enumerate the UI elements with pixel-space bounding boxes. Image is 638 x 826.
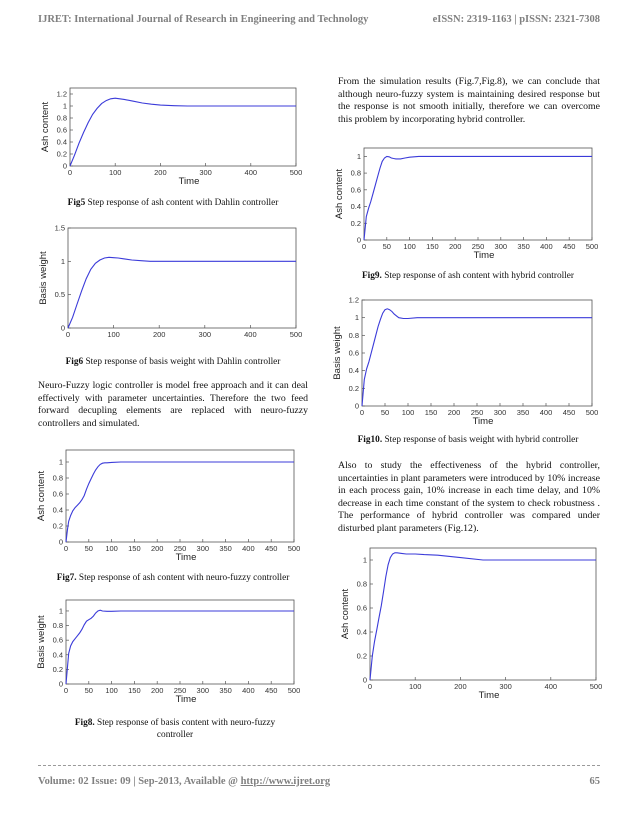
fig9-axes bbox=[334, 148, 598, 261]
fig6-ylabel: Basis weight bbox=[38, 251, 49, 305]
fig10-ytick-label: 0.6 bbox=[348, 348, 359, 358]
fig10-xtick-label: 400 bbox=[539, 408, 553, 417]
fig9-xtick-label: 400 bbox=[540, 242, 553, 251]
fig10-xtick-label: 0 bbox=[359, 408, 365, 417]
fig7-xtick-label: 400 bbox=[242, 544, 255, 553]
fig8-label: Fig8. bbox=[74, 718, 95, 728]
fig5-xtick-label: 0 bbox=[67, 168, 73, 177]
footer-divider bbox=[38, 765, 600, 766]
fig10-xtick-label: 300 bbox=[493, 408, 507, 417]
fig8-ytick-label: 0 bbox=[58, 679, 63, 689]
fig9-xtick-label: 500 bbox=[585, 242, 599, 251]
fig10-text: Step response of basis weight with hybrid controller bbox=[382, 435, 579, 445]
fig8-xtick-label: 250 bbox=[173, 686, 187, 695]
fig5-label: Fig5 bbox=[67, 198, 86, 208]
fig5-text: Step response of ash content with Dahlin controller bbox=[85, 198, 279, 208]
fig10-xtick-label: 50 bbox=[380, 408, 390, 417]
fig9-xtick-label: 200 bbox=[448, 242, 462, 251]
fig8-text: Step response of basis content with neuro-fuzzy controller bbox=[94, 718, 276, 740]
paragraph-simulation-results: From the simulation results (Fig.7,Fig.8), we can conclude that although neuro-fuzzy system is maintaining desired response but the response is not smooth initially, therefore we can overcome this problem by incorporating hybrid controller. bbox=[338, 76, 600, 125]
fig9-ytick-label: 0.4 bbox=[350, 202, 361, 212]
fig5-caption bbox=[38, 197, 308, 209]
fig12-ytick-label: 0 bbox=[362, 675, 367, 685]
fig10-axes bbox=[332, 296, 598, 428]
fig7-xlabel: Time bbox=[175, 552, 197, 563]
issn-info: eISSN: 2319-1163 | pISSN: 2321-7308 bbox=[432, 14, 600, 25]
fig6-xtick-label: 400 bbox=[244, 330, 257, 339]
footer-url-link[interactable]: http://www.ijret.org bbox=[240, 776, 331, 787]
fig9-xtick-label: 150 bbox=[426, 242, 439, 251]
fig6-ytick-label: 1.5 bbox=[54, 223, 65, 233]
fig10-xtick-label: 200 bbox=[447, 408, 461, 417]
fig12-xtick-label: 0 bbox=[367, 682, 373, 691]
fig5-xtick-label: 300 bbox=[199, 168, 212, 177]
fig7-xtick-label: 450 bbox=[264, 544, 278, 553]
fig5-xtick-label: 200 bbox=[154, 168, 167, 177]
fig10-xtick-label: 450 bbox=[562, 408, 576, 417]
fig7-ytick-label: 0.2 bbox=[52, 521, 63, 531]
fig7-xtick-label: 250 bbox=[173, 544, 187, 553]
fig12-xtick-label: 400 bbox=[544, 682, 558, 691]
fig12-ytick-label: 0.2 bbox=[356, 651, 367, 661]
fig10-plot bbox=[332, 295, 602, 427]
fig5-xtick-label: 400 bbox=[244, 168, 258, 177]
fig7-label: Fig7. bbox=[56, 573, 77, 583]
fig10-ylabel: Basis weight bbox=[332, 326, 343, 380]
fig5-ytick-label: 0.4 bbox=[56, 137, 67, 147]
fig12-ytick-label: 0.6 bbox=[356, 603, 367, 613]
fig5-xlabel: Time bbox=[178, 176, 200, 187]
fig9-xtick-label: 100 bbox=[403, 242, 416, 251]
fig8-xtick-label: 350 bbox=[219, 686, 232, 695]
fig9-frame bbox=[364, 148, 592, 240]
fig10-caption bbox=[336, 434, 600, 446]
fig8-xtick-label: 400 bbox=[242, 686, 255, 695]
page-number: 65 bbox=[589, 776, 600, 787]
fig10-xtick-label: 500 bbox=[585, 408, 599, 417]
fig12-plot bbox=[334, 544, 603, 701]
fig10-ytick-label: 0.4 bbox=[348, 366, 359, 376]
fig6-axes bbox=[38, 224, 302, 340]
fig12-frame bbox=[370, 548, 596, 680]
fig9-xtick-label: 300 bbox=[494, 242, 508, 251]
page-header bbox=[38, 14, 600, 30]
fig10-ytick-label: 0.2 bbox=[348, 383, 359, 393]
paragraph-neuro-fuzzy: Neuro-Fuzzy logic controller is model free approach and it can deal effectively with parameter uncertainties. Therefore the two feed forward decupling elements are replaced with neuro-fuzzy controllers and simulated. bbox=[38, 380, 308, 429]
fig8-xtick-label: 300 bbox=[196, 686, 210, 695]
fig8-ylabel: Basis weight bbox=[36, 615, 47, 669]
fig8-xtick-label: 150 bbox=[128, 686, 141, 695]
fig12-xtick-label: 300 bbox=[499, 682, 512, 691]
fig6-xtick-label: 100 bbox=[107, 330, 120, 339]
fig6-text: Step response of basis weight with Dahlin controller bbox=[83, 357, 281, 367]
fig9-text: Step response of ash content with hybrid controller bbox=[381, 271, 574, 281]
footer-volume bbox=[38, 776, 330, 787]
figure-10 bbox=[332, 295, 602, 427]
fig8-xlabel: Time bbox=[175, 694, 197, 705]
fig7-ytick-label: 0.8 bbox=[52, 473, 63, 483]
fig7-xtick-label: 0 bbox=[63, 544, 69, 553]
page-footer bbox=[38, 776, 600, 790]
fig8-ytick-label: 0.8 bbox=[52, 621, 63, 631]
fig8-xtick-label: 200 bbox=[150, 686, 164, 695]
fig5-ytick-label: 0.6 bbox=[56, 125, 67, 135]
fig5-xtick-label: 500 bbox=[289, 168, 303, 177]
paragraph-robustness: Also to study the effectiveness of the hybrid controller, uncertainties in plant parameters were introduced by 10% increase in each process gain, 10% increase in each time delay, and 10% decrease in each time constant of the system to check robustness . The performance of hybrid controller was compared under disturbed plant parameters (Fig.12). bbox=[338, 460, 600, 534]
fig9-xtick-label: 350 bbox=[517, 242, 530, 251]
fig6-xtick-label: 300 bbox=[198, 330, 212, 339]
fig5-ytick-label: 0 bbox=[62, 161, 67, 171]
fig8-ytick-label: 0.6 bbox=[52, 635, 63, 645]
fig10-label: Fig10. bbox=[357, 435, 383, 445]
fig10-xtick-label: 350 bbox=[516, 408, 530, 417]
fig8-xtick-label: 500 bbox=[287, 686, 301, 695]
fig7-ylabel: Ash content bbox=[36, 470, 47, 522]
fig8-frame bbox=[66, 600, 294, 684]
fig10-xtick-label: 250 bbox=[470, 408, 484, 417]
fig9-xtick-label: 50 bbox=[382, 242, 391, 251]
fig9-xlabel: Time bbox=[473, 250, 495, 261]
fig9-xtick-label: 250 bbox=[471, 242, 485, 251]
fig7-xtick-label: 150 bbox=[128, 544, 141, 553]
fig12-xlabel: Time bbox=[478, 690, 500, 701]
fig6-xtick-label: 200 bbox=[152, 330, 166, 339]
fig6-ytick-label: 1 bbox=[60, 256, 65, 266]
fig12-ylabel: Ash content bbox=[340, 588, 351, 640]
fig7-xtick-label: 50 bbox=[84, 544, 93, 553]
fig7-xtick-label: 200 bbox=[150, 544, 164, 553]
fig12-ytick-label: 0.8 bbox=[356, 579, 367, 589]
fig7-ytick-label: 0.4 bbox=[52, 505, 63, 515]
fig8-caption bbox=[66, 717, 284, 741]
fig5-ylabel: Ash content bbox=[40, 101, 51, 153]
fig9-caption bbox=[336, 270, 600, 282]
fig7-ytick-label: 0 bbox=[58, 537, 63, 547]
fig8-ytick-label: 0.2 bbox=[52, 664, 63, 674]
fig9-ytick-label: 0 bbox=[356, 235, 361, 245]
fig9-ytick-label: 0.2 bbox=[350, 218, 361, 228]
fig9-xtick-label: 450 bbox=[562, 242, 576, 251]
paragraph-3-wrap bbox=[338, 460, 600, 536]
fig10-ytick-label: 1.2 bbox=[348, 295, 359, 305]
fig6-series-line bbox=[68, 257, 296, 328]
fig8-xtick-label: 450 bbox=[264, 686, 278, 695]
fig9-label: Fig9. bbox=[362, 271, 382, 281]
fig12-ytick-label: 0.4 bbox=[356, 627, 367, 637]
fig9-plot bbox=[334, 146, 602, 261]
fig8-xtick-label: 50 bbox=[84, 686, 93, 695]
fig6-ytick-label: 0.5 bbox=[54, 290, 65, 300]
fig7-plot bbox=[36, 448, 308, 563]
fig8-xtick-label: 100 bbox=[105, 686, 118, 695]
fig6-plot bbox=[38, 222, 308, 339]
fig12-series-line bbox=[370, 553, 596, 680]
fig5-ytick-label: 0.8 bbox=[56, 113, 67, 123]
fig7-ytick-label: 0.6 bbox=[52, 489, 63, 499]
fig6-xtick-label: 0 bbox=[65, 330, 71, 339]
figure-9 bbox=[334, 146, 602, 261]
fig5-ytick-label: 0.2 bbox=[56, 149, 67, 159]
fig7-xtick-label: 500 bbox=[287, 544, 301, 553]
fig12-xtick-label: 500 bbox=[589, 682, 603, 691]
figure-12 bbox=[334, 544, 603, 701]
fig10-ytick-label: 1 bbox=[354, 313, 359, 323]
fig5-ytick-label: 1 bbox=[62, 101, 67, 111]
journal-name: IJRET: International Journal of Research in Engineering and Technology bbox=[38, 14, 369, 25]
fig6-xtick-label: 500 bbox=[289, 330, 303, 339]
fig9-ylabel: Ash content bbox=[334, 168, 345, 220]
fig5-axes bbox=[40, 88, 302, 187]
fig12-xtick-label: 200 bbox=[454, 682, 467, 691]
fig8-plot bbox=[36, 598, 308, 705]
fig9-xtick-label: 0 bbox=[361, 242, 367, 251]
fig12-ytick-label: 1 bbox=[362, 555, 367, 565]
paragraph-1-wrap bbox=[38, 380, 308, 430]
fig10-xtick-label: 100 bbox=[401, 408, 415, 417]
fig5-xtick-label: 100 bbox=[108, 168, 122, 177]
fig12-xtick-label: 100 bbox=[408, 682, 422, 691]
fig7-series-line bbox=[66, 462, 294, 542]
fig12-axes bbox=[340, 548, 602, 701]
fig9-ytick-label: 0.6 bbox=[350, 185, 361, 195]
fig7-xtick-label: 300 bbox=[196, 544, 210, 553]
fig6-label: Fig6 bbox=[65, 357, 84, 367]
fig6-frame bbox=[68, 228, 296, 328]
fig6-ytick-label: 0 bbox=[60, 323, 65, 333]
fig10-ytick-label: 0 bbox=[354, 401, 359, 411]
fig8-series-line bbox=[66, 610, 294, 684]
fig5-ytick-label: 1.2 bbox=[56, 89, 67, 99]
figure-8 bbox=[36, 598, 308, 705]
fig5-plot bbox=[38, 86, 308, 186]
fig10-xlabel: Time bbox=[472, 416, 494, 427]
figure-7 bbox=[36, 448, 308, 563]
fig8-ytick-label: 0.4 bbox=[52, 650, 63, 660]
fig6-caption bbox=[38, 356, 308, 368]
fig9-series-line bbox=[364, 156, 592, 240]
fig7-ytick-label: 1 bbox=[58, 457, 63, 467]
fig10-series-line bbox=[362, 309, 592, 406]
footer-volume-text: Volume: 02 Issue: 09 | Sep-2013, Available @ bbox=[38, 776, 241, 787]
figure-5 bbox=[38, 86, 308, 186]
paragraph-2-wrap bbox=[338, 76, 600, 126]
fig10-xtick-label: 150 bbox=[424, 408, 438, 417]
fig10-ytick-label: 0.8 bbox=[348, 330, 359, 340]
fig9-ytick-label: 0.8 bbox=[350, 168, 361, 178]
fig9-ytick-label: 1 bbox=[356, 151, 361, 161]
fig7-xtick-label: 100 bbox=[105, 544, 118, 553]
fig8-ytick-label: 1 bbox=[58, 606, 63, 616]
fig7-text: Step response of ash content with neuro-fuzzy controller bbox=[76, 573, 290, 583]
figure-6 bbox=[38, 222, 308, 339]
fig8-axes bbox=[36, 600, 300, 705]
fig7-xtick-label: 350 bbox=[219, 544, 232, 553]
fig7-caption bbox=[38, 572, 308, 584]
fig8-xtick-label: 0 bbox=[63, 686, 69, 695]
fig5-frame bbox=[70, 88, 296, 166]
fig5-series-line bbox=[70, 98, 296, 166]
